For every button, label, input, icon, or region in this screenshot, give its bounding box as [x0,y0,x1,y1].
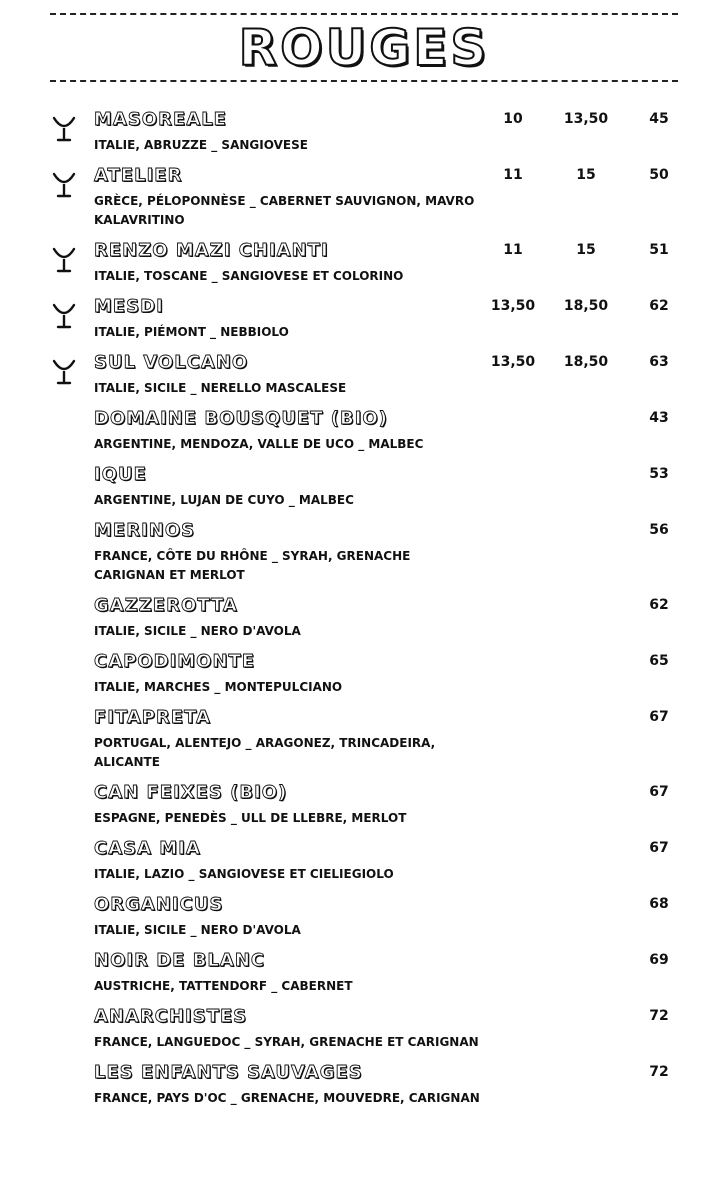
wine-glass-icon [50,170,78,200]
wine-origin: ITALIE, SICILE _ NERELLO MASCALESE [94,381,347,395]
price-bottle: 62 [649,298,669,314]
wine-name: NOIR DE BLANC [94,950,266,971]
wine-origin: ITALIE, SICILE _ NERO D'AVOLA [94,923,301,937]
wine-origin: ESPAGNE, PENEDÈS _ ULL DE LLEBRE, MERLOT [94,811,407,825]
wine-item [0,241,728,297]
wine-item [0,708,728,783]
wine-list [0,110,728,1119]
wine-item [0,951,728,1007]
price-bottle: 63 [649,354,669,370]
wine-item [0,895,728,951]
price-glass-large: 15 [576,167,596,183]
wine-origin: GRÈCE, PÉLOPONNÈSE _ CABERNET SAUVIGNON, MAVRO KALAVRITINO [94,194,475,227]
wine-origin: ITALIE, SICILE _ NERO D'AVOLA [94,624,301,638]
price-glass-large: 13,50 [563,111,609,127]
wine-item [0,652,728,708]
wine-item [0,596,728,652]
wine-origin: ITALIE, TOSCANE _ SANGIOVESE ET COLORINO [94,269,404,283]
wine-origin: FRANCE, PAYS D'OC _ GRENACHE, MOUVEDRE, CARIGNAN [94,1091,480,1105]
wine-origin: ARGENTINE, MENDOZA, VALLE DE UCO _ MALBEC [94,437,424,451]
price-glass-small: 10 [503,111,523,127]
price-glass-small: 13,50 [490,354,536,370]
price-bottle: 68 [649,896,669,912]
price-bottle: 62 [649,597,669,613]
price-bottle: 53 [649,466,669,482]
price-glass-large: 18,50 [563,354,609,370]
wine-name: CASA MIA [94,838,201,859]
wine-item [0,166,728,241]
wine-origin: PORTUGAL, ALENTEJO _ ARAGONEZ, TRINCADEIRA, ALICANTE [94,736,436,769]
wine-origin: ITALIE, MARCHES _ MONTEPULCIANO [94,680,343,694]
wine-name: LES ENFANTS SAUVAGES [94,1062,363,1083]
wine-name: ANARCHISTES [94,1006,248,1027]
wine-item [0,783,728,839]
price-bottle: 45 [649,111,669,127]
price-bottle: 67 [649,709,669,725]
wine-item [0,839,728,895]
section-title: ROUGES [238,19,490,77]
wine-glass-icon [50,301,78,331]
price-bottle: 72 [649,1064,669,1080]
wine-name: GAZZEROTTA [94,595,238,616]
wine-name: FITAPRETA [94,707,211,728]
top-dashed-divider [50,13,678,15]
price-bottle: 51 [649,242,669,258]
wine-origin: FRANCE, CÔTE DU RHÔNE _ SYRAH, GRENACHE CARIGNAN ET MERLOT [94,549,411,582]
wine-origin: AUSTRICHE, TATTENDORF _ CABERNET [94,979,353,993]
wine-name: CAN FEIXES (BIO) [94,782,288,803]
wine-name: MERINOS [94,520,196,541]
price-bottle: 50 [649,167,669,183]
wine-glass-icon [50,245,78,275]
wine-name: RENZO MAZI CHIANTI [94,240,329,261]
wine-item [0,110,728,166]
wine-item [0,465,728,521]
price-glass-small: 11 [503,167,523,183]
wine-name: MASOREALE [94,109,227,130]
wine-name: MESDI [94,296,164,317]
wine-name: DOMAINE BOUSQUET (BIO) [94,408,388,429]
wine-origin: ITALIE, PIÉMONT _ NEBBIOLO [94,325,289,339]
wine-glass-icon [50,357,78,387]
price-glass-large: 15 [576,242,596,258]
price-glass-small: 11 [503,242,523,258]
wine-item [0,1063,728,1119]
wine-name: ATELIER [94,165,183,186]
price-bottle: 72 [649,1008,669,1024]
wine-origin: ARGENTINE, LUJAN DE CUYO _ MALBEC [94,493,354,507]
wine-origin: FRANCE, LANGUEDOC _ SYRAH, GRENACHE ET CARIGNAN [94,1035,479,1049]
wine-name: IQUE [94,464,147,485]
wine-item [0,1007,728,1063]
price-bottle: 69 [649,952,669,968]
wine-item [0,297,728,353]
wine-glass-icon [50,114,78,144]
price-bottle: 65 [649,653,669,669]
price-glass-large: 18,50 [563,298,609,314]
wine-origin: ITALIE, ABRUZZE _ SANGIOVESE [94,138,308,152]
wine-item [0,409,728,465]
wine-name: SUL VOLCANO [94,352,249,373]
wine-name: CAPODIMONTE [94,651,256,672]
wine-origin: ITALIE, LAZIO _ SANGIOVESE ET CIELIEGIOLO [94,867,394,881]
wine-item [0,353,728,409]
wine-item [0,521,728,596]
bottom-dashed-divider [50,80,678,82]
wine-name: ORGANICUS [94,894,224,915]
price-bottle: 43 [649,410,669,426]
price-glass-small: 13,50 [490,298,536,314]
price-bottle: 56 [649,522,669,538]
price-bottle: 67 [649,840,669,856]
price-bottle: 67 [649,784,669,800]
